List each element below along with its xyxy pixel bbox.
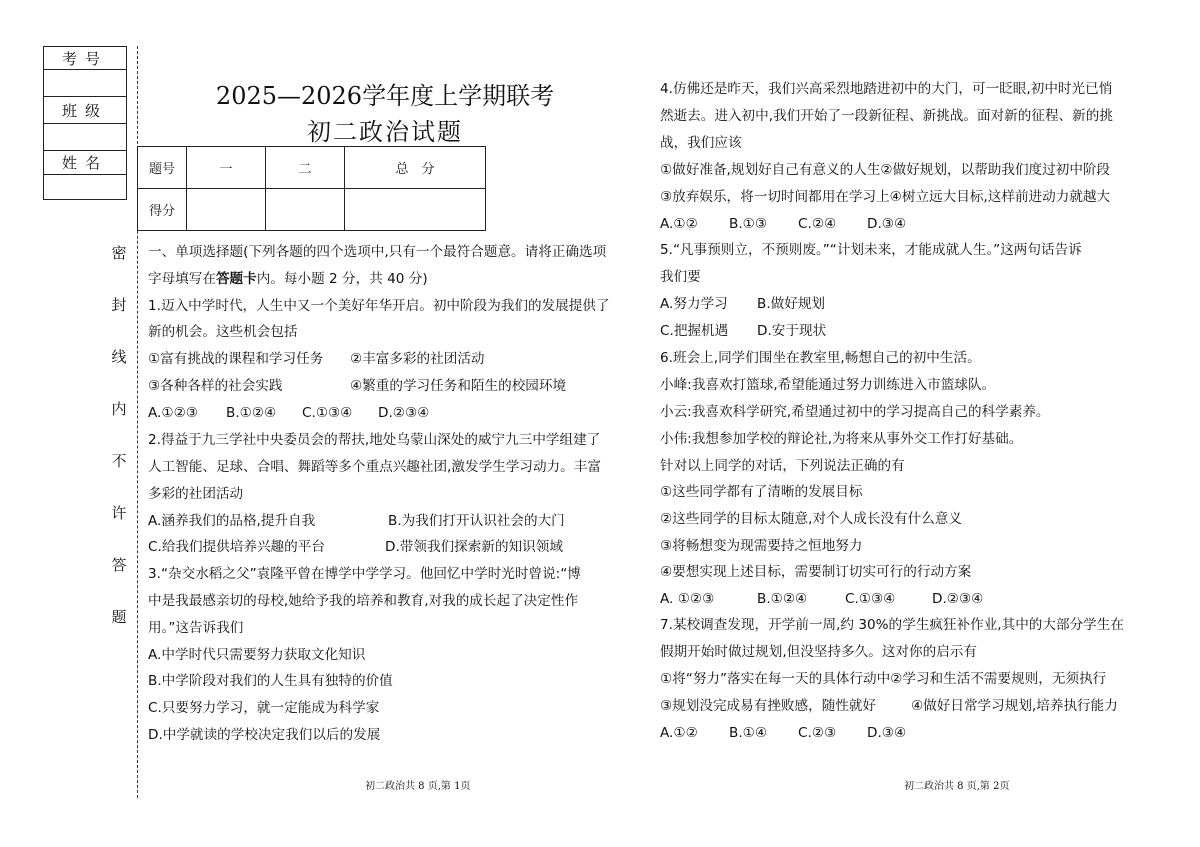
score-header-total: 总 分 bbox=[345, 147, 486, 189]
q7-option-a[interactable]: A.①② bbox=[660, 725, 698, 741]
seal-char: 线 bbox=[111, 348, 127, 366]
q7-option-b[interactable]: B.①④ bbox=[729, 725, 768, 741]
exam-title: 2025—2026学年度上学期联考 bbox=[215, 82, 555, 110]
seal-char: 内 bbox=[111, 400, 127, 418]
page-footer-right: 初二政治共 8 页,第 2页 bbox=[904, 781, 1010, 792]
section-intro: 一、单项选择题(下列各题的四个选项中,只有一个最符合题意。请将正确选项 bbox=[148, 244, 607, 260]
seal-char: 密 bbox=[111, 244, 127, 262]
q6-option-b[interactable]: B.①②④ bbox=[757, 591, 808, 607]
q6-stem: 6.班会上,同学们围坐在教室里,畅想自己的初中生活。 bbox=[660, 350, 981, 366]
q1-option-d[interactable]: D.②③④ bbox=[378, 405, 430, 421]
q6-option-d[interactable]: D.②③④ bbox=[932, 591, 984, 607]
q4-option-d[interactable]: D.③④ bbox=[867, 216, 907, 232]
q1-option-c[interactable]: C.①③④ bbox=[302, 405, 353, 421]
score-cell-2[interactable] bbox=[266, 189, 345, 231]
seal-char: 答 bbox=[111, 556, 127, 574]
score-header-qno: 题号 bbox=[138, 147, 187, 189]
q1-statement: ④繁重的学习任务和陌生的校园环境 bbox=[350, 378, 567, 394]
q4-option-c[interactable]: C.②④ bbox=[798, 216, 837, 232]
score-row-label: 得分 bbox=[138, 189, 187, 231]
q5-option-d[interactable]: D.安于现状 bbox=[757, 323, 827, 339]
q5-stem: 5.“凡事预则立，不预则废。”“计划未来，才能成就人生。”这两句话告诉 bbox=[660, 242, 1082, 258]
q4-statement: ①做好准备,规划好自己有意义的人生②做好规划，以帮助我们度过初中阶段 bbox=[660, 162, 1111, 178]
q5-stem: 我们要 bbox=[660, 269, 701, 285]
page-footer-left: 初二政治共 8 页,第 1页 bbox=[365, 781, 471, 792]
q2-option-d[interactable]: D.带领我们探索新的知识领域 bbox=[385, 539, 563, 555]
q4-option-b[interactable]: B.①③ bbox=[729, 216, 768, 232]
q3-stem: 3.“杂交水稻之父”袁隆平曾在博学中学学习。他回忆中学时光时曾说:“博 bbox=[148, 566, 581, 582]
q1-stem: 新的机会。这些机会包括 bbox=[148, 324, 298, 340]
section-intro bbox=[148, 270, 428, 288]
q6-question: 针对以上同学的对话，下列说法正确的有 bbox=[660, 458, 905, 474]
q6-dialogue: 小伟:我想参加学校的辩论社,为将来从事外交工作打好基础。 bbox=[660, 431, 1023, 447]
q5-option-b[interactable]: B.做好规划 bbox=[757, 296, 826, 312]
q7-stem: 假期开始时做过规划,但没坚持多久。这对你的启示有 bbox=[660, 644, 977, 660]
q6-dialogue: 小峰:我喜欢打篮球,希望能通过努力训练进入市篮球队。 bbox=[660, 377, 996, 393]
class-field[interactable] bbox=[44, 124, 126, 151]
seal-char: 封 bbox=[111, 296, 127, 314]
name-label: 姓名 bbox=[44, 151, 126, 175]
q6-statement: ②这些同学的目标太随意,对个人成长没有什么意义 bbox=[660, 511, 962, 527]
q7-option-c[interactable]: C.②③ bbox=[798, 725, 837, 741]
q1-statement: ③各种各样的社会实践 bbox=[148, 378, 283, 394]
q6-option-c[interactable]: C.①③④ bbox=[845, 591, 896, 607]
q2-stem: 2.得益于九三学社中央委员会的帮扶,地处乌蒙山深处的威宁九三中学组建了 bbox=[148, 432, 601, 448]
q5-option-c[interactable]: C.把握机遇 bbox=[660, 323, 729, 339]
q6-statement: ④要想实现上述目标，需要制订切实可行的行动方案 bbox=[660, 564, 972, 580]
q2-option-c[interactable]: C.给我们提供培养兴趣的平台 bbox=[148, 539, 325, 555]
q2-stem: 人工智能、足球、合唱、舞蹈等多个重点兴趣社团,激发学生学习动力。丰富 bbox=[148, 459, 601, 475]
q2-option-a[interactable]: A.涵养我们的品格,提升自我 bbox=[148, 513, 316, 529]
seal-char: 题 bbox=[111, 608, 127, 626]
q1-statement: ②丰富多彩的社团活动 bbox=[350, 351, 485, 367]
score-header-2: 二 bbox=[266, 147, 345, 189]
q1-option-a[interactable]: A.①②③ bbox=[148, 405, 198, 421]
q3-option-b[interactable]: B.中学阶段对我们的人生具有独特的价值 bbox=[148, 673, 393, 689]
seal-char: 不 bbox=[111, 452, 127, 470]
q4-option-a[interactable]: A.①② bbox=[660, 216, 698, 232]
class-label: 班级 bbox=[44, 97, 126, 124]
q6-dialogue: 小云:我喜欢科学研究,希望通过初中的学习提高自己的科学素养。 bbox=[660, 404, 1050, 420]
q5-option-a[interactable]: A.努力学习 bbox=[660, 296, 728, 312]
q6-statement: ①这些同学都有了清晰的发展目标 bbox=[660, 484, 863, 500]
q7-option-d[interactable]: D.③④ bbox=[867, 725, 907, 741]
score-cell-total[interactable] bbox=[345, 189, 486, 231]
exam-subtitle: 初二政治试题 bbox=[307, 118, 463, 146]
q7-statement: ③规划没完成易有挫败感，随性就好 bbox=[660, 698, 877, 714]
seal-char: 许 bbox=[111, 504, 127, 522]
score-header-1: 一 bbox=[187, 147, 266, 189]
q3-option-d[interactable]: D.中学就读的学校决定我们以后的发展 bbox=[148, 727, 381, 743]
q2-stem: 多彩的社团活动 bbox=[148, 486, 244, 502]
q6-option-a[interactable]: A. ①②③ bbox=[660, 591, 715, 607]
intro-text: 内。每小题 2 分，共 40 分) bbox=[256, 271, 428, 287]
q3-option-a[interactable]: A.中学时代只需要努力获取文化知识 bbox=[148, 647, 366, 663]
name-field[interactable] bbox=[44, 175, 126, 199]
q1-statement: ①富有挑战的课程和学习任务 bbox=[148, 351, 324, 367]
q4-statement: ③放弃娱乐，将一切时间都用在学习上④树立远大目标,这样前进动力就越大 bbox=[660, 189, 1111, 205]
q7-stem: 7.某校调查发现，开学前一周,约 30%的学生疯狂补作业,其中的大部分学生在 bbox=[660, 617, 1124, 633]
q3-stem: 中是我最感亲切的母校,她给予我的培养和教育,对我的成长起了决定性作 bbox=[148, 593, 579, 609]
intro-text: 字母填写在 bbox=[148, 271, 216, 287]
q4-stem: 然逝去。进入初中,我们开始了一段新征程、新挑战。面对新的征程、新的挑 bbox=[660, 108, 1113, 124]
exam-no-field[interactable] bbox=[44, 70, 126, 97]
q4-stem: 战，我们应该 bbox=[660, 135, 742, 151]
score-table bbox=[137, 146, 486, 231]
q7-statement: ④做好日常学习规划,培养执行能力 bbox=[911, 698, 1118, 714]
q4-stem: 4.仿佛还是昨天，我们兴高采烈地踏进初中的大门，可一眨眼,初中时光已悄 bbox=[660, 81, 1113, 97]
q1-stem: 1.迈入中学时代，人生中又一个美好年华开启。初中阶段为我们的发展提供了 bbox=[148, 298, 610, 314]
q3-stem: 用。”这告诉我们 bbox=[148, 620, 244, 636]
q2-option-b[interactable]: B.为我们打开认识社会的大门 bbox=[388, 513, 565, 529]
q7-statement: ①将“努力”落实在每一天的具体行动中②学习和生活不需要规则，无须执行 bbox=[660, 671, 1107, 687]
score-cell-1[interactable] bbox=[187, 189, 266, 231]
q6-statement: ③将畅想变为现需要持之恒地努力 bbox=[660, 538, 863, 554]
student-info-box bbox=[43, 46, 127, 200]
q3-option-c[interactable]: C.只要努力学习，就一定能成为科学家 bbox=[148, 700, 380, 716]
exam-no-label: 考号 bbox=[44, 47, 126, 70]
q1-option-b[interactable]: B.①②④ bbox=[226, 405, 277, 421]
intro-bold-answer-card: 答题卡 bbox=[215, 271, 257, 287]
